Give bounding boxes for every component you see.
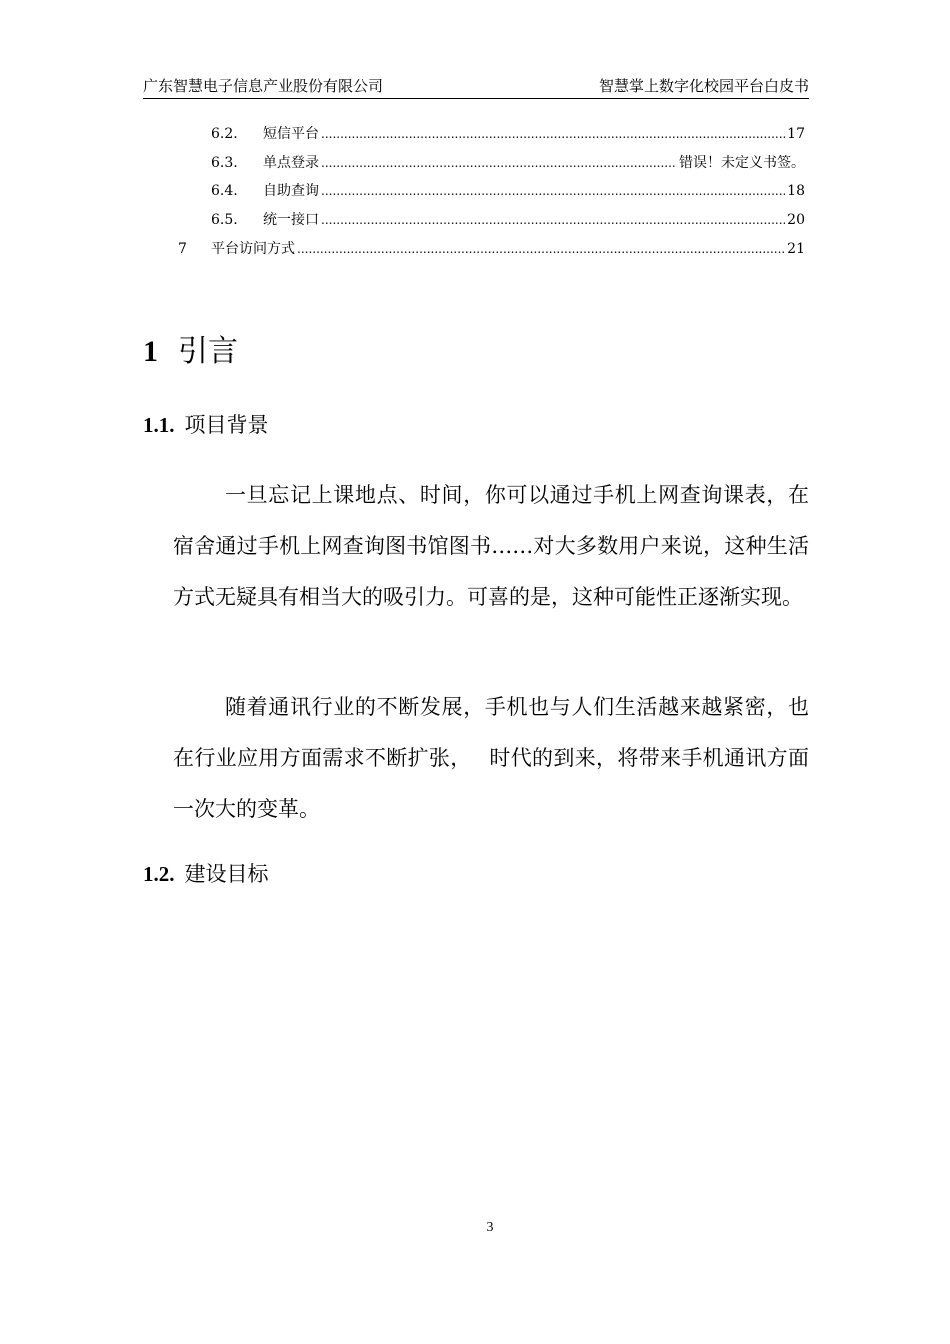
toc-entry-page: 17 xyxy=(787,126,805,142)
toc-entry-page: 20 xyxy=(787,212,805,228)
toc-leader-dots xyxy=(321,180,785,202)
toc-leader-dots xyxy=(321,152,677,174)
toc-entry-page: 18 xyxy=(787,183,805,199)
page-header xyxy=(143,76,809,99)
toc-entry[interactable] xyxy=(0,152,950,174)
toc-entry-number: 6.5. xyxy=(211,212,238,228)
subsection-number: 1.1. xyxy=(143,413,175,437)
toc-entry-title: 单点登录 xyxy=(263,155,319,171)
toc-entry-number: 7 xyxy=(178,241,187,257)
toc-entry-title: 自助查询 xyxy=(263,183,319,199)
toc-entry-number: 6.2. xyxy=(211,126,238,142)
header-company-name: 广东智慧电子信息产业股份有限公司 xyxy=(143,77,384,95)
subsection-number: 1.2. xyxy=(143,862,175,886)
toc-leader-dots xyxy=(321,209,785,231)
body-paragraph: 随着通讯行业的不断发展，手机也与人们生活越来越紧密，也在行业应用方面需求不断扩张， 时代的到来，将带来手机通讯方面一次大的变革。 xyxy=(173,695,809,821)
toc-entry-page: 错误！未定义书签。 xyxy=(679,155,805,171)
toc-entry[interactable] xyxy=(0,180,950,202)
toc-entry-title: 统一接口 xyxy=(263,212,319,228)
section-number: 1 xyxy=(143,335,158,368)
subsection-heading-1-2 xyxy=(143,859,269,889)
subsection-title: 建设目标 xyxy=(184,862,269,886)
toc-entry-number: 6.4. xyxy=(211,183,238,199)
toc-leader-dots xyxy=(321,123,785,145)
toc-entry-title: 短信平台 xyxy=(263,126,319,142)
subsection-heading-1-1 xyxy=(143,410,269,440)
body-paragraph: 一旦忘记上课地点、时间，你可以通过手机上网查询课表，在宿舍通过手机上网查询图书馆图书……对大多数用户来说，这种生活方式无疑具有相当大的吸引力。可喜的是，这种可能性正逐渐实现。 xyxy=(173,483,809,609)
toc-entry-title: 平台访问方式 xyxy=(211,241,295,257)
subsection-title: 项目背景 xyxy=(184,413,269,437)
toc-entry-number: 6.3. xyxy=(211,155,238,171)
page-number: 3 xyxy=(486,1220,494,1235)
toc-entry[interactable] xyxy=(0,238,950,260)
section-title: 引言 xyxy=(178,334,238,369)
toc-leader-dots xyxy=(297,238,785,260)
toc-entry-page: 21 xyxy=(787,241,805,257)
header-document-title: 智慧掌上数字化校园平台白皮书 xyxy=(598,77,809,95)
section-heading-1 xyxy=(143,332,238,372)
toc-entry[interactable] xyxy=(0,123,950,145)
toc-entry[interactable] xyxy=(0,209,950,231)
